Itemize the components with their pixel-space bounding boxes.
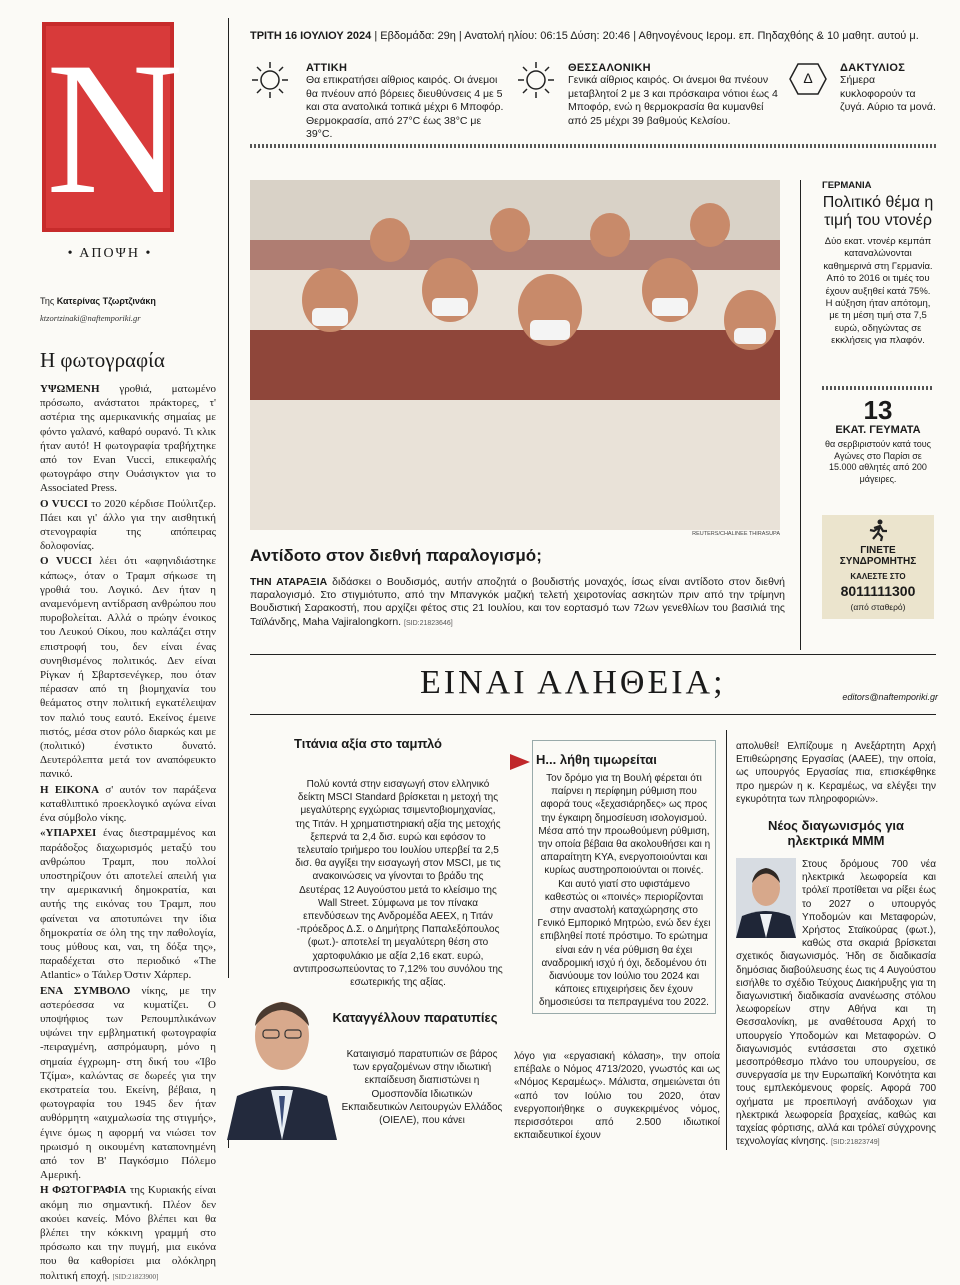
byline-name: Κατερίνας Τζωρτζινάκη (56, 296, 156, 306)
germany-text: Δύο εκατ. ντονέρ κεμπάπ καταναλώνονται καθημερινά στη Γερμανία. Από το 2016 οι τιμές του έχουν αυξηθεί κατά 75%. Η αύξηση ήταν απότομη, με τη μέση τιμή στα 7,5 ευρώ, οδηγώντας σε εκκλήσεις για πλαφόν. (823, 236, 933, 347)
byline-email[interactable]: ktzortzinaki@naftemporiki.gr (40, 313, 141, 323)
photo-headline: Αντίδοτο στον διεθνή παραλογισμό; (250, 546, 542, 565)
newspaper-logo (42, 22, 184, 234)
rings-text: Σήμερα κυκλοφορούν τα ζυγά. Αύριο τα μονά. (840, 74, 936, 113)
sun-times: Ανατολή ηλίου: 06:15 Δύση: 20:46 (464, 30, 631, 42)
monks-photo (250, 180, 780, 530)
weather-city: ΘΕΣΣΑΛΟΝΙΚΗ (568, 62, 651, 74)
photo-caption (250, 576, 785, 630)
dotted-divider (250, 144, 936, 148)
runner-icon (868, 519, 888, 546)
meals-number: 13 (863, 395, 893, 425)
arrow-icon (510, 754, 530, 775)
meals-box (822, 396, 934, 485)
weather-text: Θα επικρατήσει αίθριος καιρός. Οι άνεμοι θα πνέουν από βόρειες διευθύνσεις 4 με 5 και στα ανατολικά τοπικά μέχρι 6 Μποφόρ. Θερμοκρασία, από 27°C έως 38°C με 39°C. (306, 74, 504, 140)
section-title: ΕΙΝΑΙ ΑΛΗΘΕΙΑ; (420, 664, 726, 701)
column-paragraph: Η ΦΩΤΟΓΡΑΦΙΑ της Κυριακής είναι ακόμη πιο σημαντική. Πλέον δεν ακούει κανείς. Μόνο βλέπει και θα βλέπει την κόκκινη γραμμή στο πρόσωπο και την πυγμή, μια εικόνα που θα καθορίσει μια ολόκληρη πολιτική εποχή. [SID:21823900] (40, 1184, 216, 1282)
column-sid: [SID:21823900] (112, 1272, 159, 1281)
sun-icon (250, 60, 290, 105)
rings-icon (788, 62, 828, 96)
rings-box (840, 62, 940, 115)
column-paragraph: «ΥΠΑΡΧΕΙ ένας διεστραμμένος και παράδοξος διαχωρισμός μεταξύ του ανθρώπου Τραμπ, που πολλοί υποστηρίζουν ότι αποτελεί απειλή για την αμερικανική δημοκρατία, και αυτής της εικόνας του Τραμπ, που φαίνεται να αποτυπώνει την ίδια δημοκρατία σε όλη της την παθολογία, τους μύθους και, ναι, τη δόξα της», παραδέχεται στο περιοδικό «The Atlantic» ο Τάιλερ Όστιν Χάρπερ. (40, 827, 216, 982)
column-paragraph: Η ΕΙΚΟΝΑ σ' αυτόν τον παράξενα καταθλιπτικό προεκλογικό αγώνα είναι ένα σύμβολο νίκης. (40, 783, 216, 825)
subscribe-call: ΚΑΛΕΣΤΕ ΣΤΟ (850, 572, 906, 581)
section-rule (250, 654, 936, 655)
logo-letter: N (46, 24, 184, 234)
date-bar: ΤΡΙΤΗ 16 ΙΟΥΛΙΟΥ 2024 | Εβδομάδα: 29η | Ανατολή ηλίου: 06:15 Δύση: 20:46 | Αθηνογένους Ιερομ. επ. Πηδαχθόης & 10 μαθητ. αυτού μ. (250, 30, 919, 42)
rings-title: ΔΑΚΤΥΛΙΟΣ (840, 62, 906, 74)
portrait-papalexopoulos (227, 978, 337, 1140)
germany-box (822, 180, 934, 348)
fine-body: Τον δρόμο για τη Βουλή φέρεται ότι παίρνει η περίφημη ρύθμιση που αφορά τους «ξεχασιάρηδες» ως προς την έγκαιρη δημοσίευση ισολογισμού. Μέσα από την προωθούμενη ρύθμιση, την οποία βέβαια θα ακολουθήσει και η απαραίτητη ΚΥΑ, ενεργοποιούνται και κυρίως αυστηροποιούνται οι ποινές. Και αυτό γιατί στο υφιστάμενο καθεστώς οι «ποινές» περιορίζονται στην αναστολή καταχώρησης στο Γενικό Εμπορικό Μητρώο, ενώ δεν έχει επιβληθεί ποτέ πρόστιμο. Το ερώτημα είναι εάν η νέα ρύθμιση θα έχει αναδρομική ισχύ ή όχι, δεδομένου ότι διανύουμε τον Ιούλιο του 2024 και κάποιες επιχειρήσεις δεν έχουν δημοσιεύσει τα πεπραγμένα του 2022. (537, 773, 711, 1009)
tender-title: Νέος διαγωνισμός για ηλεκτρικά ΜΜΜ (767, 818, 905, 848)
byline (40, 296, 220, 306)
titan-title: Τιτάνια αξία στο ταμπλό (294, 736, 442, 751)
column-paragraph: Ο VUCCI λέει ότι «αφηνιδιάστηκε κάπως», όταν ο Τραμπ σήκωσε τη γροθιά του. Λογικό. Δεν ήταν η αναμενόμενη αντίδραση ανθρώπου που πυροβολείται. Αλλά ο πρώην ένοικος του Λευκού Οίκου, που καλπάζει στην επιστροφή του, δεν είναι ένας συνηθισμένος πολιτικός. Δεν είναι Ρίγκαν ή Σβαρτσενέγκερ, που όταν πέρασαν από τη βιομηχανία του θεάματος στην πολιτική εγκατέλειψαν τον παλιό τους εαυτό. Εκείνος έμεινε πιστός, μέσα στον ρόλο διαρκώς και με (πολιτικό) ένστικτο δυνατό. Δευτερόλεπτα μετά τον αναπόφευκτο πανικό. (40, 555, 216, 781)
fine-title: Η... λήθη τιμωρείται (536, 752, 657, 767)
saints: Αθηνογένους Ιερομ. επ. Πηδαχθόης & 10 μαθητ. αυτού μ. (638, 30, 919, 42)
column-paragraph: Ο VUCCI το 2020 κέρδισε Πούλιτζερ. Πάει και γι' άλλο για την αισθητική στενογραφία της απόπειρας δολοφονίας. (40, 497, 216, 553)
germany-kicker: ΓΕΡΜΑΝΙΑ (822, 180, 872, 191)
subscribe-box[interactable] (822, 515, 934, 619)
titan-body: Πολύ κοντά στην εισαγωγή στον ελληνικό δείκτη MSCI Standard βρίσκεται η μετοχή της μεγαλύτερης εγχώριας τσιμεντοβιομηχανίας, της Τιτάν. Η χρηματιστηριακή αξία της μετοχής ξεπερνά τα 2,4 δισ. ευρώ και εφόσον το τελευταίο τριήμερο του Ιουλίου υπερβεί τα 2,5 δισ. θα αγγίξει την εισαγωγή στον MSCI, με τις ανακοινώσεις να γίνονται το βράδυ της Δευτέρας 12 Αυγούστου μετά το κλείσιμο της Wall Street. Σύμφωνα με τον πίνακα επενδύσεων της Ανδρομέδα ΑΕΕΧ, η Τιτάν -πρόεδρος Δ.Σ. ο Δημήτρης Παπαλεξόπουλος (φωτ.)- αποτελεί τη μεγαλύτερη θέση στο χαρτοφυλάκιο με αξία 2,16 εκατ. ευρώ, αντιπροσωπεύοντας το 7,12% του συνόλου της εσωτερικής της αξίας. (293, 779, 503, 989)
section-rule (250, 714, 936, 715)
week: Εβδομάδα: 29η (380, 30, 456, 42)
column-paragraph: ΥΨΩΜΕΝΗ γροθιά, ματωμένο πρόσωπο, ανάστατοι πράκτορες, τ' αστέρια της αμερικανικής σημαίας με φόντο γαλανό, καθαρό ουρανό. Τι κλικ ήταν αυτό! Η φωτογραφία τραβήχτηκε από τον Evan Vucci, επικεφαλής φωτογράφο στην Ουάσιγκτον για το Associated Press. (40, 383, 216, 495)
rings-icon-letter: Δ (803, 70, 813, 86)
photo-credit: REUTERS/CHALINEE THIRASUPA (692, 531, 780, 537)
complaints-body: Καταιγισμό παρατυπιών σε βάρος των εργαζομένων στην ιδιωτική εκπαίδευση διαπιστώνει η Ομοσπονδία Ιδιωτικών Εκπαιδευτικών Λειτουργών Ελλάδος (ΟΙΕΛΕ), που κάνει (341, 1049, 503, 1127)
sidebar-divider (800, 180, 801, 650)
tender-intro: απολυθεί! Ελπίζουμε η Ανεξάρτητη Αρχή Επιθεώρησης Εργασίας (ΑΑΕΕ), την οποία, ως υπουργός Εργασίας πια, επισκέφθηκε προ ημερών η κ. Κεραμέως, να ελέγξει την εγκυρότητα των πληροφοριών». (736, 741, 936, 805)
column-divider (726, 730, 727, 1150)
byline-prefix: Της (40, 296, 55, 306)
sun-icon (516, 60, 556, 105)
weather-thessaloniki (568, 62, 778, 128)
meals-text: θα σερβιριστούν κατά τους Αγώνες στο Παρίσι σε 15.000 αθλητές από 200 μάγειρες. (824, 439, 932, 484)
complaints-continued: λόγο για «εργασιακή κόλαση», την οποία επέβαλε ο Νόμος 4713/2020, γνωστός και ως «Νόμος Κεραμέως». Μάλιστα, σημειώνεται ότι «από τον Ιούλιο του 2020, όταν ενεργοποιήθηκε ο συγκεκριμένος νόμος, περισσότεροι από 2.500 ιδιωτικοί εκπαιδευτικοί έχουν (514, 1051, 720, 1142)
date: ΤΡΙΤΗ 16 ΙΟΥΛΙΟΥ 2024 (250, 30, 372, 42)
column-title: Η φωτογραφία (40, 348, 165, 372)
tender-text: Στους δρόμους 700 νέα ηλεκτρικά λεωφορεία και τρόλεϊ προτίθεται να ρίξει έως το 2027 ο υπουργός Υποδομών και Μεταφορών, Χρήστος Σταϊκούρας (φωτ.), καθώς στα σκαριά βρίσκεται σχετικός διαγωνισμός. Ήδη σε διαδικασία δημόσιας διαβούλευσης έως τις 4 Αυγούστου εισήλθε το σχέδιο Τεύχους Διακήρυξης για τη διαγωνιστική διαδικασία ανανέωσης στόλου λεωφορείων στην Αθήνα και τη Θεσσαλονίκη, με αναθέτουσα Αρχή το υπουργείο Υποδομών και Μεταφορών. Ο διαγωνισμός εντάσσεται στο σχετικό μεσοπρόθεσμο πλάνο του υπουργείου, σε συνεργασία με την Ευρωπαϊκή Κοινότητα και τους εμπλεκόμενους φορείς. Αφορά 700 οχήματα με προεπιλογή ανάδοχων για ηλεκτρικά λεωφορεία βραχείας, καθώς και ταχείας φόρτισης, αλλά και τρόλεϊ σύγχρονης τεχνολογίας κίνησης. (736, 859, 936, 1148)
photo-sid: [SID:21823646] (404, 619, 453, 627)
tender-sid: [SID:21823749] (830, 1139, 880, 1147)
column-body (40, 382, 216, 1285)
tender-body (736, 858, 936, 1149)
photo-caption-text: διδάσκει ο Βουδισμός, αυτήν αποζητά ο βουδιστής μοναχός, ίσως είναι αντίδοτο στον διεθνή παραλογισμό. Στο στιγμιότυπο, από την Μπανγκόκ μαζική τελετή χειροτονίας ασκητών πριν από την τρίμηνη Βουδιστική Σαρακοστή, που αρχίζει φέτος στις 21 Ιουλίου, και τον εορτασμό των 72ων γενεθλίων του βασιλιά της Ταϊλάνδης, Maha Vajiralongkorn. (250, 576, 785, 628)
weather-city: ΑΤΤΙΚΗ (306, 62, 348, 74)
subscribe-note: (από σταθερό) (850, 602, 906, 612)
germany-title: Πολιτικό θέμα η τιμή του ντονέρ (822, 194, 934, 229)
dotted-divider (822, 386, 934, 390)
portrait-spacer (736, 858, 802, 940)
weather-text: Γενικά αίθριος καιρός. Οι άνεμοι θα πνέουν μεταβλητοί 2 με 3 και πρόσκαιρα νότιοι έως 4 Μποφόρ, ενώ η θερμοκρασία θα κυμανθεί από 25 μέχρι 39 βαθμούς Κελσίου. (568, 74, 778, 127)
subscribe-title: ΓΙΝΕΤΕ ΣΥΝΔΡΟΜΗΤΗΣ (839, 545, 917, 567)
complaints-title: Καταγγέλλουν παρατυπίες (332, 1010, 498, 1025)
weather-attica (306, 62, 506, 142)
meals-label: ΕΚΑΤ. ΓΕΥΜΑΤΑ (835, 424, 921, 436)
section-label: • ΑΠΟΨΗ • (67, 246, 153, 261)
photo-caption-lead: ΤΗΝ ΑΤΑΡΑΞΙΑ (250, 576, 328, 588)
column-paragraph: ΕΝΑ ΣΥΜΒΟΛΟ νίκης, με την αστερόεσσα να κυματίζει. Ο υποψήφιος των Ρεπουμπλικάνων υψώνει την εμβληματική φωτογραφία -πειραγμένη, ασπρόμαυρη, μόνο η σημαία έγχρωμη- στη δική του «Ίβο Τζίμα», καλώντας σε δωρεές για την εκστρατεία του. Εκείνη, βέβαια, η φωτογραφία του 1945 δεν ήταν αυθόρμητη «αιχμαλωσία της στιγμής», έγινε όμως η αφορμή να νιώσει τον ηρωισμό η οικουμένη καταπονημένη από τον Β' Παγκόσμιο Πόλεμο Αμερική. (40, 984, 217, 1182)
section-email[interactable]: editors@naftemporiki.gr (842, 692, 938, 702)
subscribe-phone[interactable]: 8011111300 (840, 583, 916, 599)
